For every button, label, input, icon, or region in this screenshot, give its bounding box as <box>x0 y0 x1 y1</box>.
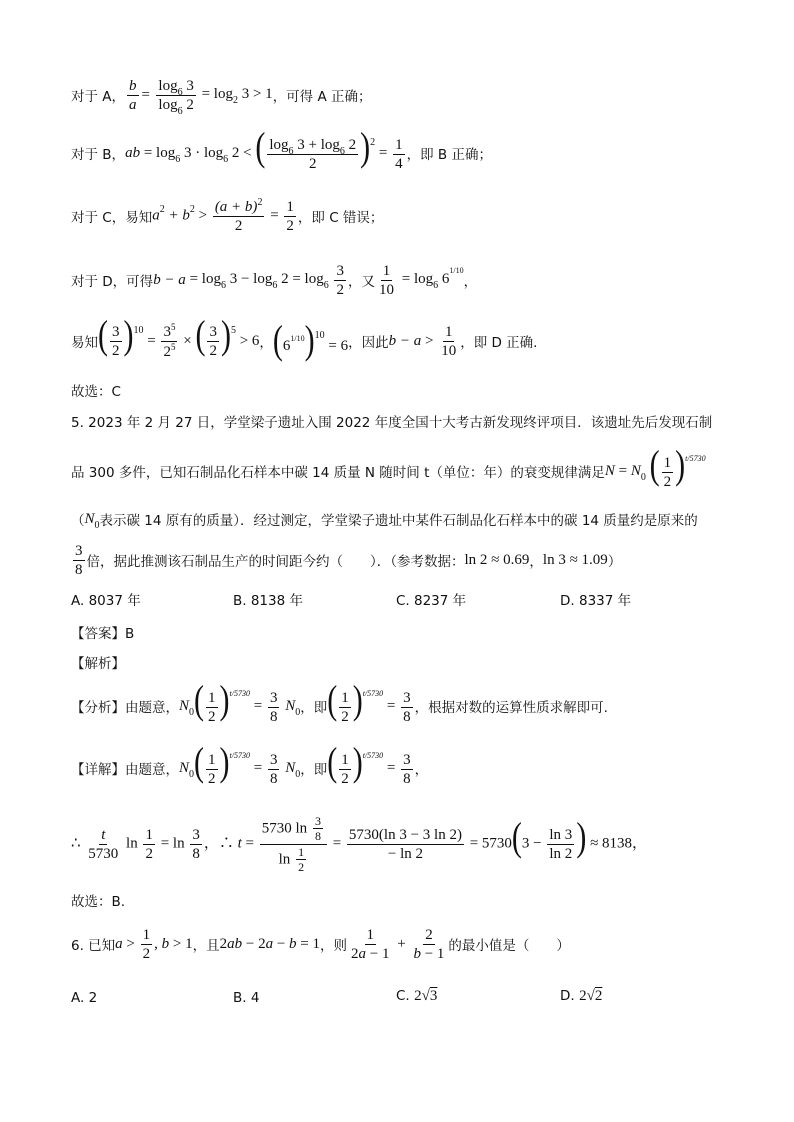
q5-fenxi-prefix: 【分析】由题意， <box>71 700 179 716</box>
formula-d1: $b - a = \log_6 3 - \log_6 2 = \log_6$ $\frac{3}{2}$ <box>153 262 344 298</box>
q6-suffix: 的最小值是（ ） <box>448 938 570 954</box>
q5-xiangjie-formula2: ( $\frac{1}{2}$ )$^{t/5730}$ = $\frac{3}{8}$ <box>327 740 411 787</box>
line-d-prefix: 对于 D，可得 <box>71 274 154 290</box>
q5-fenxi <box>71 678 754 730</box>
q5-result-value: 8138 <box>602 835 633 852</box>
formula-d2: $\frac{1}{10}$ = $\log_6 6^{1/10}$ <box>378 262 464 298</box>
q5-analysis-title: 【解析】 <box>71 656 125 672</box>
q5-fenxi-formula1: $N_0$( $\frac{1}{2}$ )$^{t/5730}$ = $\frac{3}{8}$ $N_0$ <box>179 678 301 725</box>
line-d-mid: ，又 <box>347 274 375 290</box>
line-c-suffix: ，即 C 错误； <box>297 210 384 226</box>
solution-line-d <box>71 257 754 303</box>
q5-line2-text: 品 300 多件，已知石制品化石样本中碳 14 质量 N 随时间 t（单位：年）的衰变规律满足 <box>71 465 605 481</box>
q5-line4-suffix: 倍，据此推测该石制品生产的时间距今约（ ）．（参考数据： <box>86 554 465 570</box>
q6-option-d-label: D. <box>560 988 575 1004</box>
q6-condition: a > $\frac{1}{2}$ , b > 1 <box>115 926 193 962</box>
q5-line2 <box>71 443 754 496</box>
q6-prefix: 6. 已知 <box>71 938 116 954</box>
line-e-suffix: ，即 D 正确. <box>460 335 538 351</box>
line-d-suffix: ， <box>463 274 478 290</box>
line-e-mid2: ，因此 <box>348 335 389 351</box>
q5-ref1: ln 2 ≈ 0.69 <box>464 551 530 568</box>
formula-e1: ( $\frac{3}{2}$ )$^{10}$ = $\frac{3^5}{2^5}$ × ( $\frac{3}{2}$ )$^5$ > 6 <box>98 313 260 361</box>
q6-option-c <box>396 988 437 1005</box>
q6-mid2: ，则 <box>320 938 348 954</box>
q5-xiangjie <box>71 740 754 792</box>
q5-ref-end: ） <box>607 554 622 570</box>
q5-line3 <box>71 507 754 531</box>
q5-xiangjie-mid: ，即 <box>300 762 328 778</box>
q5-fraction-3-8: $\frac{3}{8}$ <box>75 542 83 578</box>
solution-line-a <box>71 72 754 118</box>
q6-option-c-value: 2√3 <box>414 988 438 1004</box>
q6-option-c-label: C. <box>396 988 410 1004</box>
q5-fenxi-formula2: ( $\frac{1}{2}$ )$^{t/5730}$ = $\frac{3}{8}$ <box>327 678 411 725</box>
q5-final: 故选：B. <box>71 894 126 910</box>
q5-xiangjie-prefix: 【详解】由题意， <box>71 762 179 778</box>
q6-option-d <box>560 988 602 1005</box>
line-b-prefix: 对于 B， <box>71 147 126 163</box>
line-e-mid1: ， <box>259 335 273 351</box>
line-b-suffix: ，即 B 正确； <box>406 147 492 163</box>
q5-option-d: D. 8337 年 <box>560 593 632 609</box>
q5-fenxi-suffix: ，根据对数的运算性质求解即可. <box>414 700 608 716</box>
q6-option-a: A. 2 <box>71 990 98 1006</box>
q5-derivation-formula: ∴ $\frac{t}{5730}$ ln $\frac{1}{2}$ = ln $\frac{3}{8}$ ，∴ t = 5730 ln $\frac{3}{8}$ ln $\frac{1}{2}$ = $\frac{5730(\ln 3 - 3 \ln 2)}{- \ln 2}$ = 5730(3 − $\frac{\ln 3}{\ln 2}$ ) ≈ 8138， <box>71 813 648 874</box>
formula-b: ab = $\log_6 3 \cdot \log_6 2$ < ( $\frac{\log_6 3 + \log_6 2}{2}$ )$^2$ = $\frac{1}{4}$ <box>125 125 403 172</box>
q5-answer: 【答案】B <box>71 626 135 642</box>
q6-mid: ，且 <box>192 938 220 954</box>
line-a-prefix: 对于 A， <box>71 89 126 105</box>
q6-expression: $\frac{1}{2a - 1}$ + $\frac{2}{b - 1}$ <box>351 926 445 962</box>
solution-line-e <box>71 315 754 367</box>
line-a-suffix: ，可得 A 正确； <box>272 89 372 105</box>
formula-e2: $(6^{1/10})^{10} = 6$ <box>272 318 349 363</box>
q5-line3-prefix: （ <box>71 513 85 529</box>
formula-e3: b − a > $\frac{1}{10}$ <box>388 323 457 359</box>
q5-line1: 5. 2023 年 2 月 27 日，学堂梁子遗址入围 2022 年度全国十大考古新发现终评项目．该遗址先后发现石制 <box>71 415 713 431</box>
line-c-prefix: 对于 C，易知 <box>71 210 153 226</box>
q5-xiangjie-formula1: $N_0$( $\frac{1}{2}$ )$^{t/5730}$ = $\frac{3}{8}$ $N_0$ <box>179 740 301 787</box>
q5-ref2: ln 3 ≈ 1.09 <box>542 551 608 568</box>
q5-option-a: A. 8037 年 <box>71 593 141 609</box>
q5-line4 <box>71 540 754 580</box>
q5-fenxi-mid: ，即 <box>300 700 328 716</box>
q5-option-b: B. 8138 年 <box>233 593 303 609</box>
solution-line-c <box>71 193 754 239</box>
formula-c: $a^2 + b^2$ > $\frac{(a + b)^2}{2}$ = $\frac{1}{2}$ <box>152 197 294 234</box>
line-e-prefix: 易知 <box>71 335 98 351</box>
q5-n0-symbol: $N_0$ <box>84 510 100 531</box>
q5-derivation <box>71 812 754 876</box>
q6-stem <box>71 920 754 968</box>
q5-option-c: C. 8237 年 <box>396 593 467 609</box>
q5-line3-suffix: 表示碳 14 原有的质量）．经过测定，学堂梁子遗址中某件石制品化石样本中的碳 14 质量约是原来的 <box>99 513 698 529</box>
q5-xiangjie-suffix: ， <box>414 762 429 778</box>
q5-decay-formula: $N = N_0$ ( $\frac{1}{2}$ )$^{t/5730}$ <box>604 443 706 490</box>
answer-c-line: 故选：C <box>71 384 121 400</box>
solution-line-b <box>71 125 754 178</box>
q6-option-d-value: 2√2 <box>579 988 603 1004</box>
q6-option-b: B. 4 <box>233 990 260 1006</box>
q5-ref-sep: ， <box>529 554 543 570</box>
formula-a: $\frac{b}{a}$ = $\frac{\log_6 3}{\log_6 2}$ = $\log_2 3 > 1$ <box>129 77 273 117</box>
q6-equation: 2ab − 2a − b = 1 <box>219 935 321 952</box>
